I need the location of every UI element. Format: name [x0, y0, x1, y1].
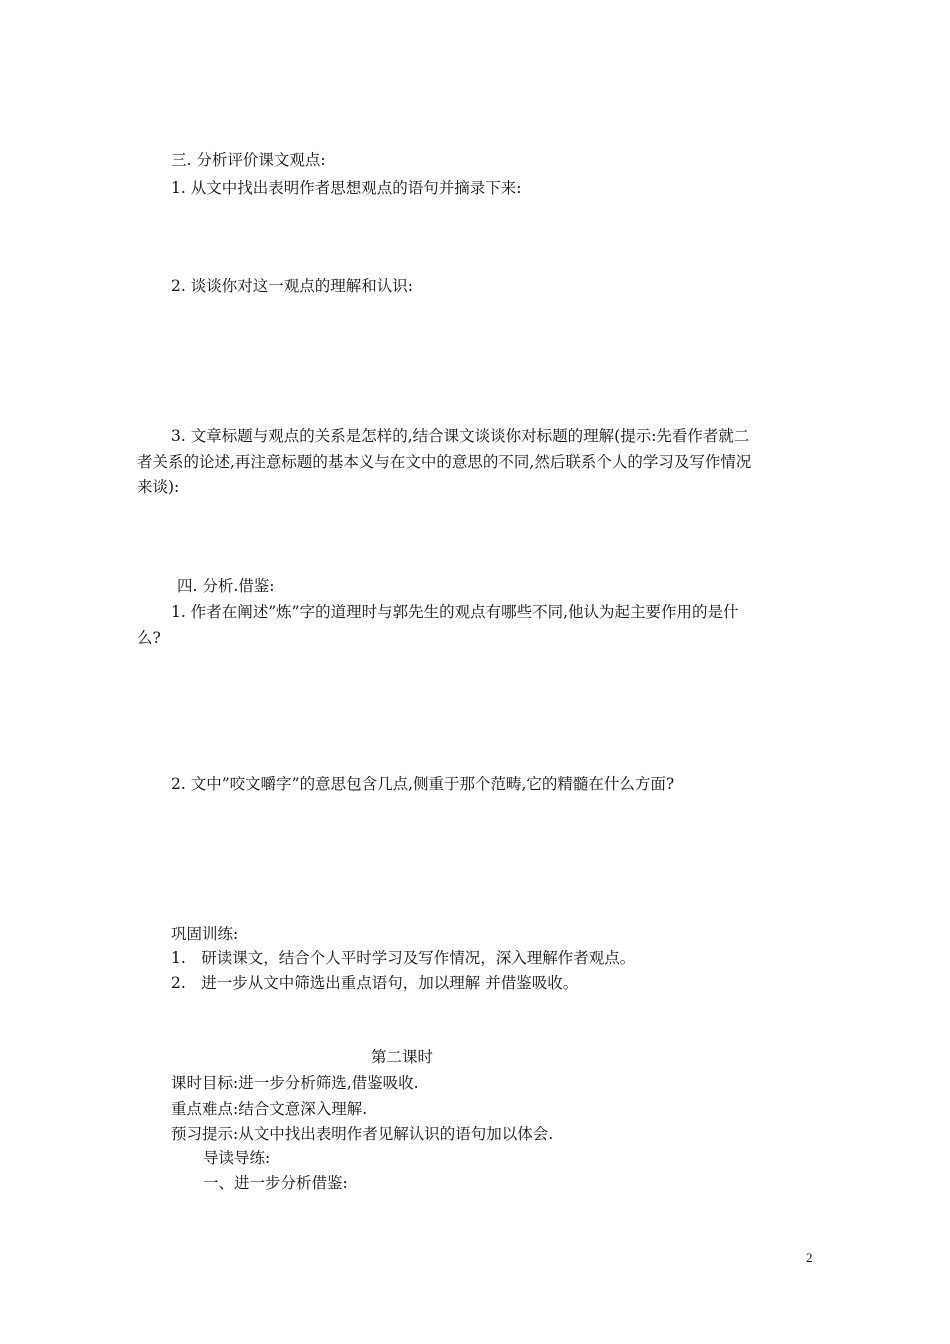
section4-heading: 四. 分析.借鉴: — [177, 577, 275, 595]
section3-question-3-line-1: 3. 文章标题与观点的关系是怎样的,结合课文谈谈你对标题的理解(提示:先看作者就二 — [171, 427, 750, 445]
section3-question-1: 1. 从文中找出表明作者思想观点的语句并摘录下来: — [171, 179, 522, 197]
section4-question-2: 2. 文中”咬文嚼字”的意思包含几点,侧重于那个范畴,它的精髓在什么方面? — [171, 775, 675, 793]
section4-question-1-line-1: 1. 作者在阐述”炼”字的道理时与郭先生的观点有哪些不同,他认为起主要作用的是什 — [171, 603, 739, 621]
lesson2-goal: 课时目标:进一步分析筛选,借鉴吸收. — [171, 1074, 419, 1092]
lesson2-preview: 预习提示:从文中找出表明作者见解认识的语句加以体会. — [171, 1125, 554, 1143]
consolidation-item-1: 1. 研读课文，结合个人平时学习及写作情况，深入理解作者观点。 — [171, 949, 636, 967]
section3-question-3-line-3: 来谈): — [137, 478, 180, 496]
page-number: 2 — [806, 1250, 813, 1265]
lesson2-guide: 导读导练: — [203, 1149, 271, 1167]
consolidation-item-2: 2. 进一步从文中筛选出重点语句，加以理解 并借鉴吸收。 — [171, 974, 579, 992]
lesson2-key-points: 重点难点:结合文意深入理解. — [171, 1100, 368, 1118]
lesson2-step-1: 一、进一步分析借鉴: — [203, 1174, 348, 1192]
section4-question-1-line-2: 么? — [137, 629, 161, 647]
consolidation-heading: 巩固训练: — [171, 925, 239, 943]
section3-question-2: 2. 谈谈你对这一观点的理解和认识: — [171, 277, 413, 295]
lesson2-title: 第二课时 — [371, 1048, 434, 1066]
section3-question-3-line-2: 者关系的论述,再注意标题的基本义与在文中的意思的不同,然后联系个人的学习及写作情况 — [137, 453, 752, 471]
section3-heading: 三. 分析评价课文观点: — [171, 151, 326, 169]
